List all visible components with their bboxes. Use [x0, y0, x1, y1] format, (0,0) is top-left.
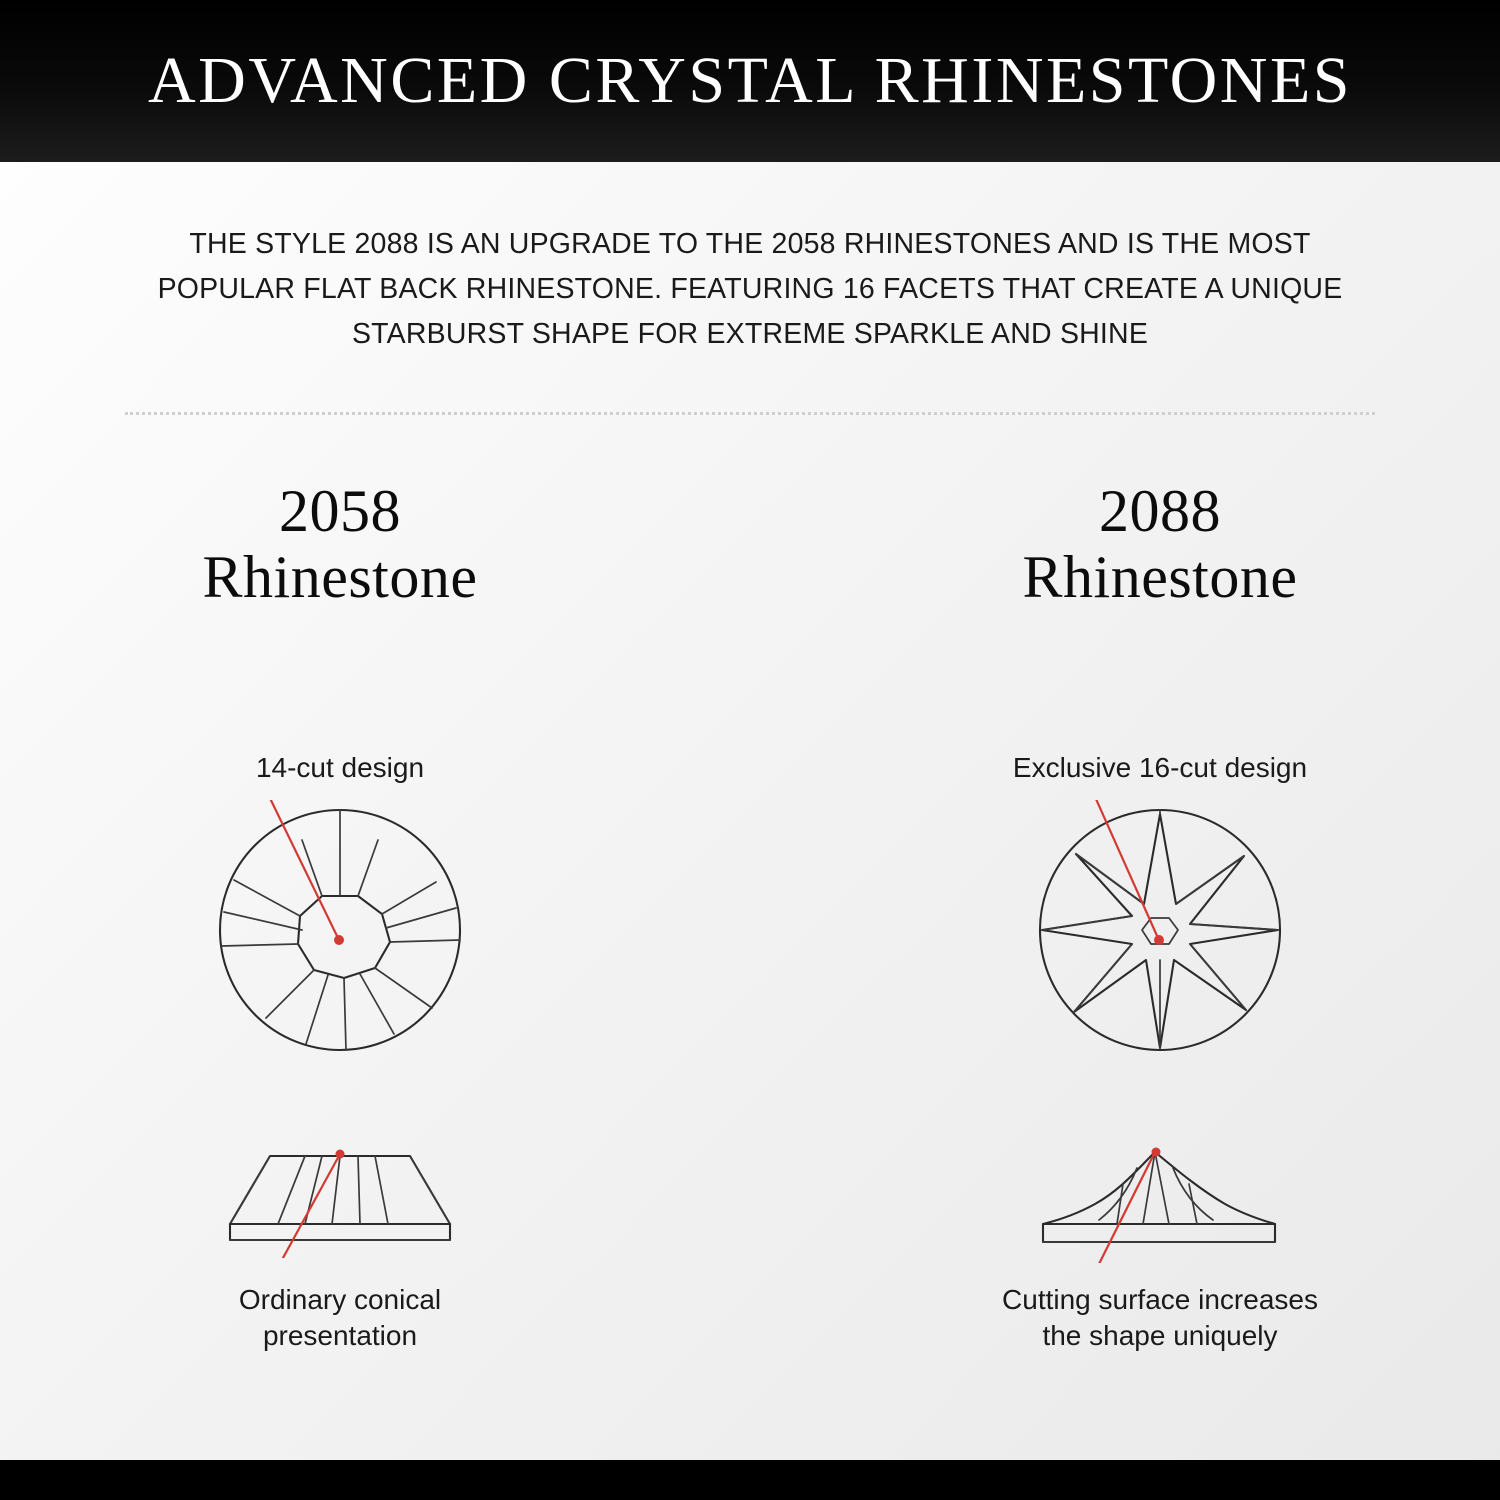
column-title-2088-line2: Rhinestone: [1022, 544, 1298, 610]
gem-side-view-2058: [210, 1128, 470, 1258]
gem-side-view-2088: [1025, 1128, 1295, 1263]
label-cutting-surface-line1: Cutting surface increases: [1002, 1284, 1318, 1315]
gem-top-view-2058: [210, 800, 470, 1060]
label-ordinary-conical-line1: Ordinary conical: [238, 1284, 442, 1315]
column-title-2088-line1: 2088: [1099, 478, 1221, 544]
column-2088: [850, 478, 1470, 610]
page-title: ADVANCED CRYSTAL RHINESTONES: [148, 44, 1352, 117]
label-ordinary-conical: [30, 1282, 650, 1354]
intro-paragraph: THE STYLE 2088 IS AN UPGRADE TO THE 2058 RHINESTONES AND IS THE MOST POPULAR FLAT BACK RHINESTONE. FEATURING 16 FACETS THAT CREATE A UNIQUE STARBURST SHAPE FOR EXTREME SPARKLE AND SHINE: [157, 228, 1343, 350]
column-title-2058-line1: 2058: [279, 478, 401, 544]
label-16-cut-design: Exclusive 16-cut design: [1012, 752, 1308, 783]
header-bar: [0, 0, 1500, 162]
label-cutting-surface: [850, 1282, 1470, 1354]
footer-bar: [0, 1460, 1500, 1500]
column-2058: [30, 478, 650, 610]
label-cutting-surface-line2: the shape uniquely: [1042, 1320, 1278, 1351]
gem-top-view-2088: [1030, 800, 1290, 1060]
divider: [125, 412, 1375, 418]
label-14-cut-design: 14-cut design: [255, 752, 425, 783]
label-ordinary-conical-line2: presentation: [262, 1320, 418, 1351]
column-title-2058-line2: Rhinestone: [202, 544, 478, 610]
